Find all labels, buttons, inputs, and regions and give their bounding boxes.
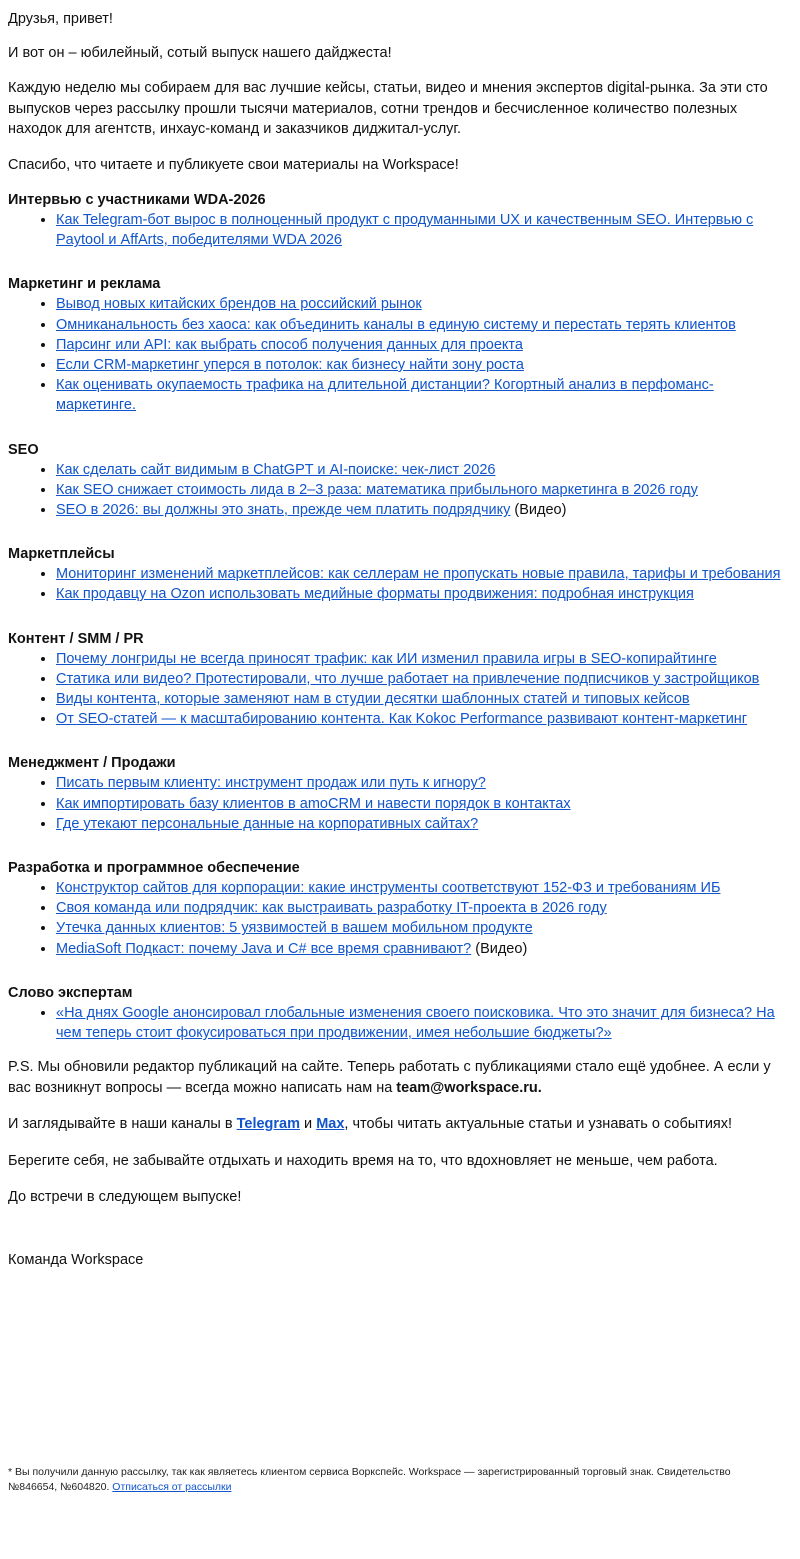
footer-note xyxy=(8,1465,768,1495)
section-spacer xyxy=(8,520,792,544)
list-item xyxy=(56,355,792,375)
section-spacer xyxy=(8,729,792,753)
article-link[interactable]: MediaSoft Подкаст: почему Java и C# все время сравнивают? xyxy=(56,940,472,957)
section-title: Контент / SMM / PR xyxy=(8,630,144,647)
article-link[interactable]: Омниканальность без хаоса: как объединить каналы в единую систему и перестать терять клиентов xyxy=(56,316,736,333)
list-item xyxy=(56,460,792,480)
unsubscribe-link[interactable]: Отписаться от рассылки xyxy=(112,1481,232,1493)
max-link[interactable]: Max xyxy=(316,1116,345,1133)
article-link[interactable]: Писать первым клиенту: инструмент продаж или путь к игнору? xyxy=(56,775,486,792)
article-link[interactable]: «На днях Google анонсировал глобальные изменения своего поисковика. Что это значит для бизнеса? На чем теперь стоит фокусироваться при продвижении, имея небольшие бюджеты?» xyxy=(56,1004,775,1042)
list-item xyxy=(56,773,792,793)
list-item xyxy=(56,669,792,689)
section-title: SEO xyxy=(8,441,39,458)
list-item xyxy=(56,689,792,709)
section-title: Разработка и программное обеспечение xyxy=(8,860,300,877)
section-link-list xyxy=(8,564,792,604)
section-title: Менеджмент / Продажи xyxy=(8,755,176,772)
section-link-list xyxy=(8,460,792,521)
channels-paragraph xyxy=(8,1114,792,1135)
article-link[interactable]: Если CRM-маркетинг уперся в потолок: как бизнесу найти зону роста xyxy=(56,357,524,374)
channels-suffix: , чтобы читать актуальные статьи и узнавать о событиях! xyxy=(344,1116,733,1133)
video-label: (Видео) xyxy=(514,502,567,519)
thanks-line: Спасибо, что читаете и публикуете свои материалы на Workspace! xyxy=(8,156,459,173)
list-item xyxy=(56,709,792,729)
section-spacer xyxy=(8,250,792,274)
article-link[interactable]: SEO в 2026: вы должны это знать, прежде чем платить подрядчику xyxy=(56,502,511,519)
section-spacer xyxy=(8,834,792,858)
list-item xyxy=(56,315,792,335)
greeting: Друзья, привет! xyxy=(8,11,113,27)
channels-prefix: И заглядывайте в наши каналы в xyxy=(8,1116,237,1133)
section-link-list xyxy=(8,294,792,415)
list-item xyxy=(56,939,792,959)
list-item xyxy=(56,878,792,898)
list-item xyxy=(56,794,792,814)
article-link[interactable]: Мониторинг изменений маркетплейсов: как селлерам не пропускать новые правила, тарифы и требования xyxy=(56,566,781,583)
list-item xyxy=(56,210,792,250)
section-link-list xyxy=(8,210,792,250)
contact-email[interactable]: team@workspace.ru. xyxy=(396,1079,542,1096)
intro-line: И вот он – юбилейный, сотый выпуск нашего дайджеста! xyxy=(8,44,392,61)
telegram-link[interactable]: Telegram xyxy=(236,1116,301,1133)
list-item xyxy=(56,564,792,584)
article-link[interactable]: Конструктор сайтов для корпорации: какие инструменты соответствуют 152-ФЗ и требованиям ИБ xyxy=(56,880,721,897)
section-title: Маркетинг и реклама xyxy=(8,276,161,293)
list-item xyxy=(56,814,792,834)
article-link[interactable]: Статика или видео? Протестировали, что лучше работает на привлечение подписчиков у застройщиков xyxy=(56,670,760,687)
section-link-list xyxy=(8,1003,792,1043)
footer-text: * Вы получили данную рассылку, так как являетесь клиентом сервиса Воркспейс. Workspace — зарегистрированный торговый знак. Свидетельство №846654, №604820. xyxy=(8,1466,731,1493)
ps-text: P.S. Мы обновили редактор публикаций на сайте. Теперь работать с публикациями стало ещё удобнее. А если у вас возникнут вопросы — всегда можно написать нам на xyxy=(8,1059,771,1096)
article-link[interactable]: От SEO-статей — к масштабированию контента. Как Kokoc Performance развивают контент-маркетинг xyxy=(56,711,748,728)
article-link[interactable]: Как сделать сайт видимым в ChatGPT и AI-поиске: чек-лист 2026 xyxy=(56,461,496,478)
article-link[interactable]: Своя команда или подрядчик: как выстраивать разработку IT-проекта в 2026 году xyxy=(56,900,607,917)
article-link[interactable]: Как Telegram-бот вырос в полноценный продукт с продуманными UX и качественным SEO. Интервью с Paytool и AffArts, победителями WDA 2026 xyxy=(56,212,754,249)
article-link[interactable]: Утечка данных клиентов: 5 уязвимостей в вашем мобильном продукте xyxy=(56,920,533,937)
article-link[interactable]: Почему лонгриды не всегда приносят трафик: как ИИ изменил правила игры в SEO-копирайтинге xyxy=(56,650,717,667)
list-item xyxy=(56,649,792,669)
article-link[interactable]: Как продавцу на Ozon использовать медийные форматы продвижения: подробная инструкция xyxy=(56,586,694,603)
section-link-list xyxy=(8,649,792,730)
list-item xyxy=(56,480,792,500)
list-item xyxy=(56,500,792,520)
channels-and: и xyxy=(300,1116,317,1133)
section-spacer xyxy=(8,959,792,983)
list-item xyxy=(56,1003,792,1043)
list-item xyxy=(56,584,792,604)
list-item xyxy=(56,898,792,918)
section-link-list xyxy=(8,773,792,834)
list-item xyxy=(56,375,792,415)
see-you-line: До встречи в следующем выпуске! xyxy=(8,1189,242,1206)
signature: Команда Workspace xyxy=(8,1251,144,1268)
article-link[interactable]: Как оценивать окупаемость трафика на длительной дистанции? Когортный анализ в перфоманс-маркетинге. xyxy=(56,377,714,414)
article-link[interactable]: Вывод новых китайских брендов на российский рынок xyxy=(56,296,422,313)
list-item xyxy=(56,918,792,938)
article-link[interactable]: Где утекают персональные данные на корпоративных сайтах? xyxy=(56,815,479,832)
article-link[interactable]: Как импортировать базу клиентов в amoCRM и навести порядок в контактах xyxy=(56,795,571,812)
section-spacer xyxy=(8,605,792,629)
article-link[interactable]: Как SEO снижает стоимость лида в 2–3 раза: математика прибыльного маркетинга в 2026 году xyxy=(56,481,698,498)
article-link[interactable]: Виды контента, которые заменяют нам в студии десятки шаблонных статей и типовых кейсов xyxy=(56,691,690,708)
digest-sections xyxy=(8,190,792,1043)
intro-paragraph: Каждую неделю мы собираем для вас лучшие кейсы, статьи, видео и мнения экспертов digital-рынка. За эти сто выпусков через рассылку прошли тысячи материалов, сотни трендов и бесчисленное количество полезных находок для агентств, инхаус-команд и заказчиков диджитал-услуг. xyxy=(8,80,768,137)
section-spacer xyxy=(8,416,792,440)
section-title: Слово экспертам xyxy=(8,984,133,1001)
ps-paragraph xyxy=(8,1057,792,1098)
list-item xyxy=(56,335,792,355)
article-link[interactable]: Парсинг или API: как выбрать способ получения данных для проекта xyxy=(56,336,523,353)
list-item xyxy=(56,294,792,314)
video-label: (Видео) xyxy=(475,940,528,957)
care-line: Берегите себя, не забывайте отдыхать и находить время на то, что вдохновляет не меньше, чем работа. xyxy=(8,1152,718,1169)
section-title: Маркетплейсы xyxy=(8,546,115,563)
section-link-list xyxy=(8,878,792,959)
section-title: Интервью с участниками WDA-2026 xyxy=(8,192,266,208)
